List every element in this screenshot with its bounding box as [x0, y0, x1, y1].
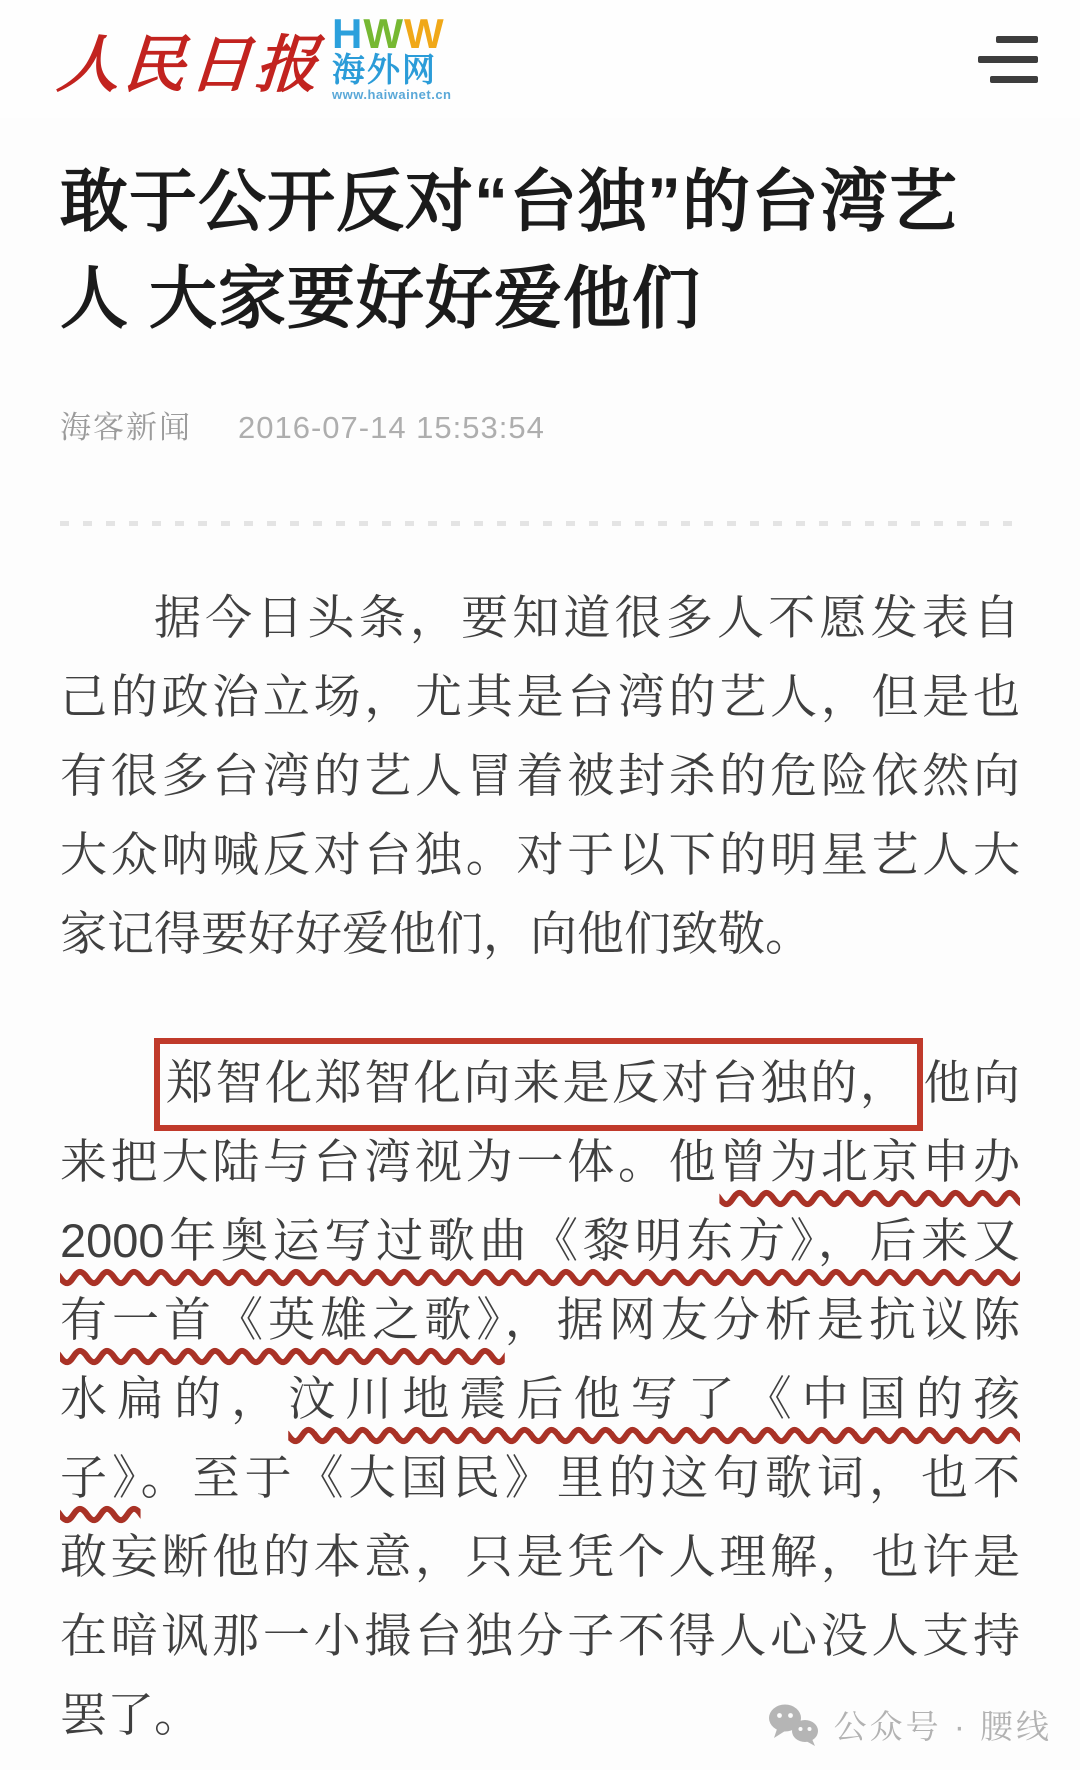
body-line: [60, 1280, 1020, 1359]
text-segment: 他向: [923, 1056, 1020, 1109]
watermark: [768, 1701, 1052, 1748]
site-url: www.haiwainet.cn: [332, 87, 452, 102]
article: [0, 154, 1080, 1754]
body-line: [60, 657, 1020, 736]
text-segment: 来把大陆与台湾视为一体。他: [60, 1135, 720, 1188]
text-segment: 水扁的，: [60, 1372, 289, 1425]
article-title: [60, 154, 1020, 348]
wechat-icon: [768, 1703, 820, 1747]
logo-letter: W: [404, 10, 445, 57]
watermark-label: 公众号 · 腰线: [833, 1708, 1052, 1745]
text-segment: 在暗讽那一小撮台独分子不得人心没人支持: [60, 1609, 1020, 1662]
body-line: [60, 736, 1020, 815]
title-line: 敢于公开反对“台独”的台湾艺: [60, 164, 959, 240]
body-line: [60, 1201, 1020, 1280]
hww-logo-letters: [332, 10, 451, 57]
byline: [60, 402, 1020, 447]
text-segment: 有很多台湾的艺人冒着被封杀的危险依然向: [60, 749, 1020, 802]
body-line: [60, 1596, 1020, 1675]
text-segment: 己的政治立场，尤其是台湾的艺人，但是也: [60, 670, 1020, 723]
body-line: [60, 1043, 1020, 1122]
text-segment: 。至于《大国民》里的这句歌词，也不: [140, 1451, 1021, 1504]
hamburger-menu-icon[interactable]: [978, 36, 1038, 83]
body-line: [60, 1517, 1020, 1596]
paragraph: [60, 578, 1020, 973]
app-header: [0, 0, 1080, 118]
text-segment: 大众呐喊反对台独。对于以下的明星艺人大: [60, 828, 1020, 881]
haiwainet-logo[interactable]: [332, 10, 452, 102]
body-line: [60, 578, 1020, 657]
dashed-divider: [60, 521, 1020, 526]
site-name: 海外网: [332, 51, 438, 88]
source-name: 海客新闻: [60, 410, 192, 445]
wavy-underline-text: 有一首《英雄之歌》: [60, 1293, 505, 1346]
logo-letter: W: [363, 10, 405, 57]
peoples-daily-logo[interactable]: 人民日报: [55, 31, 324, 100]
text-segment: 敢妄断他的本意，只是凭个人理解，也许是: [60, 1530, 1020, 1583]
body-line: [60, 1122, 1020, 1201]
wavy-underline-text: 子》: [60, 1451, 141, 1504]
wavy-underline-text: 曾为北京申办: [719, 1135, 1021, 1188]
body-line: [60, 894, 1020, 973]
wavy-underline-text: 2000年奥运写过歌曲《黎明东方》，后来又: [60, 1214, 1020, 1267]
body-line: [60, 1359, 1020, 1438]
paragraph: [60, 1043, 1020, 1754]
publish-timestamp: 2016-07-14 15:53:54: [238, 410, 545, 445]
red-box-highlight: 郑智化郑智化向来是反对台独的，: [154, 1038, 923, 1131]
body-line: [60, 815, 1020, 894]
text-segment: 据今日头条，要知道很多人不愿发表自: [154, 591, 1020, 644]
article-body: [60, 578, 1020, 1754]
text-segment: 家记得要好好爱他们，向他们致敬。: [60, 907, 812, 960]
text-segment: 罢了。: [60, 1688, 201, 1741]
title-line: 人 大家要好好爱他们: [60, 261, 701, 337]
body-line: [60, 1438, 1020, 1517]
wavy-underline-text: 汶川地震后他写了《中国的孩: [288, 1372, 1020, 1425]
logo-letter: H: [332, 10, 364, 57]
text-segment: ，据网友分析是抗议陈: [504, 1293, 1020, 1346]
